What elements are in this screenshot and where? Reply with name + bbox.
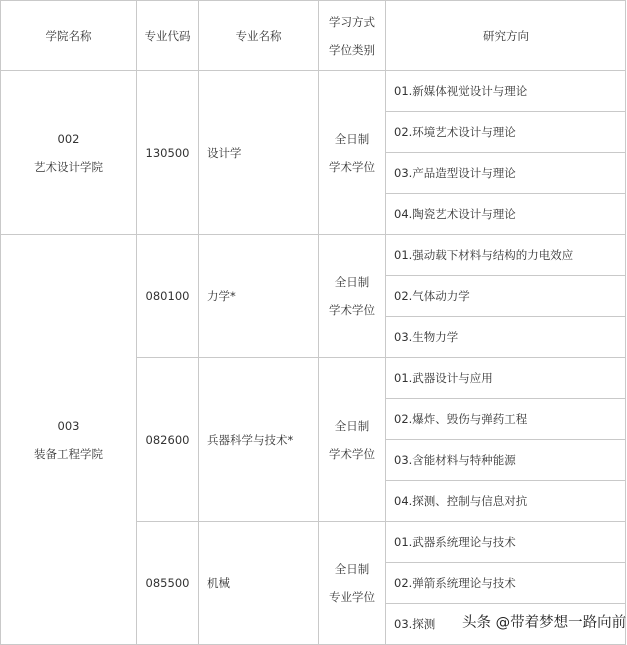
header-code (136, 0, 198, 70)
major-name: 兵器科学与技术* (207, 432, 294, 447)
research-direction: 03.生物力学 (394, 330, 459, 344)
research-direction: 01.武器系统理论与技术 (394, 535, 516, 549)
college-code: 003 (57, 418, 80, 433)
research-direction: 04.探测、控制与信息对抗 (394, 494, 528, 508)
major-name: 机械 (207, 576, 230, 590)
header-major-label: 专业名称 (235, 28, 282, 43)
research-direction: 04.陶瓷艺术设计与理论 (394, 207, 516, 221)
major-name-cell (198, 357, 318, 521)
major-code-cell (136, 357, 198, 521)
major-code: 080100 (145, 289, 190, 303)
direction-cell (385, 316, 626, 357)
direction-cell (385, 521, 626, 562)
direction-cell (385, 234, 626, 275)
research-direction: 03.含能材料与特种能源 (394, 453, 516, 467)
research-direction: 03.产品造型设计与理论 (394, 166, 516, 180)
header-mode (318, 0, 385, 70)
study-mode-line: 专业学位 (329, 590, 375, 604)
direction-cell (385, 357, 626, 398)
research-direction: 01.新媒体视觉设计与理论 (394, 84, 528, 98)
major-code: 085500 (145, 576, 190, 590)
research-direction: 01.强动载下材料与结构的力电效应 (394, 248, 574, 262)
direction-cell (385, 480, 626, 521)
college-name: 装备工程学院 (34, 446, 103, 461)
table-border-right (625, 0, 626, 645)
study-mode-line: 全日制 (334, 562, 370, 576)
direction-cell (385, 111, 626, 152)
study-mode-line: 学术学位 (329, 159, 375, 174)
major-code: 130500 (145, 145, 190, 160)
study-mode-cell (318, 357, 385, 521)
major-code-cell (136, 521, 198, 644)
study-mode-line: 全日制 (334, 131, 370, 146)
major-code: 082600 (145, 432, 190, 447)
research-direction: 02.气体动力学 (394, 289, 470, 303)
major-name: 力学* (207, 289, 236, 303)
major-name-cell (198, 234, 318, 357)
header-direction (385, 0, 626, 70)
header-mode-line: 学位类别 (329, 42, 375, 57)
direction-cell (385, 439, 626, 480)
research-direction: 02.爆炸、毁伤与弹药工程 (394, 412, 528, 426)
direction-cell (385, 562, 626, 603)
header-direction-label: 研究方向 (483, 28, 529, 43)
direction-cell (385, 275, 626, 316)
watermark: 头条 @带着梦想一路向前 (462, 615, 627, 631)
major-name: 设计学 (207, 145, 242, 160)
college-name: 艺术设计学院 (34, 159, 103, 174)
major-code-cell (136, 234, 198, 357)
study-mode-cell (318, 521, 385, 644)
study-mode-line: 学术学位 (329, 446, 375, 461)
direction-cell (385, 398, 626, 439)
research-direction: 02.环境艺术设计与理论 (394, 125, 516, 139)
study-mode-cell (318, 234, 385, 357)
study-mode-line: 全日制 (334, 418, 370, 433)
study-mode-cell (318, 70, 385, 234)
header-mode-line: 学习方式 (329, 14, 375, 29)
direction-cell (385, 152, 626, 193)
major-code-cell (136, 70, 198, 234)
college-cell (0, 70, 136, 234)
research-direction: 03.探测 (394, 617, 436, 631)
direction-cell (385, 70, 626, 111)
research-direction: 02.弹箭系统理论与技术 (394, 576, 516, 590)
research-direction: 01.武器设计与应用 (394, 371, 493, 385)
header-major (198, 0, 318, 70)
college-cell (0, 234, 136, 644)
header-college (0, 0, 136, 70)
header-code-label: 专业代码 (144, 28, 191, 43)
college-code: 002 (57, 131, 80, 146)
major-name-cell (198, 521, 318, 644)
study-mode-line: 全日制 (334, 275, 370, 289)
study-mode-line: 学术学位 (329, 303, 375, 317)
major-name-cell (198, 70, 318, 234)
header-college-label: 学院名称 (45, 28, 92, 43)
direction-cell (385, 193, 626, 234)
